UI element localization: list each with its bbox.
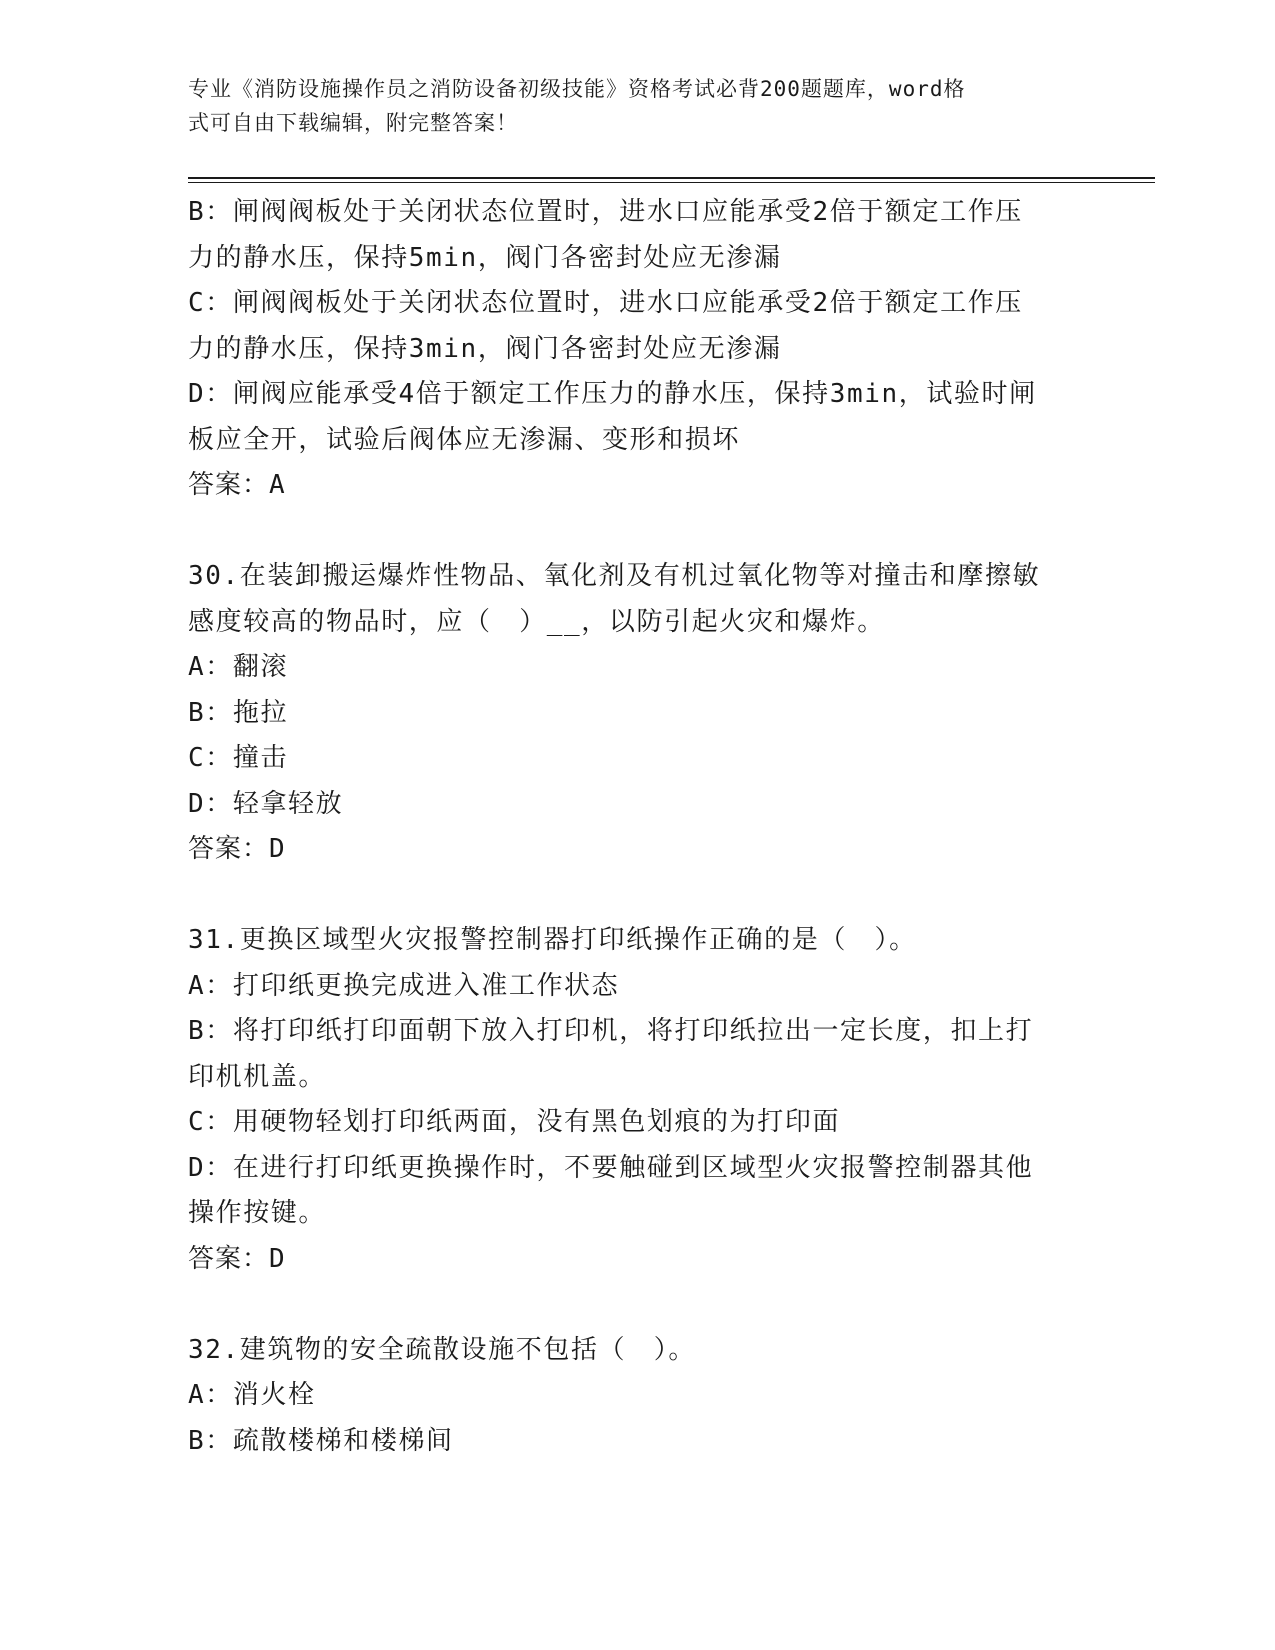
answer-label: 答案： (188, 834, 270, 864)
question-content (188, 190, 1088, 1464)
option-a: A：消火栓 (188, 1380, 316, 1410)
option-a: A：打印纸更换完成进入准工作状态 (188, 970, 620, 1001)
header-line-2: 式可自由下载编辑，附完整答案！ (188, 111, 518, 135)
answer-line (188, 827, 1088, 873)
question-32 (188, 1328, 1088, 1465)
answer-label: 答案： (188, 470, 270, 500)
option-d-line-1: D：在进行打印纸更换操作时，不要触碰到区域型火灾报警控制器其他 (188, 1152, 1034, 1183)
question-30 (188, 554, 1088, 873)
option-d-line-1: D：闸阀应能承受4倍于额定工作压力的静水压，保持3min，试验时闸 (188, 379, 1037, 409)
option-a: A：翻滚 (188, 652, 289, 682)
option-d-line-2: 操作按键。 (188, 1198, 327, 1228)
answer-line (188, 1237, 1088, 1283)
option-d: D：轻拿轻放 (188, 788, 344, 819)
question-stem-line-2: 感度较高的物品时，应（ ）__，以防引起火灾和爆炸。 (188, 606, 885, 637)
option-c-line-2: 力的静水压，保持3min，阀门各密封处应无渗漏 (188, 333, 782, 364)
answer-value: A (269, 470, 286, 500)
option-b: B：疏散楼梯和楼梯间 (188, 1425, 454, 1456)
question-31 (188, 918, 1088, 1282)
option-b: B：拖拉 (188, 697, 289, 728)
question-29 (188, 190, 1088, 509)
option-c-line-1: C：闸阀阀板处于关闭状态位置时，进水口应能承受2倍于额定工作压 (188, 288, 1023, 318)
question-stem: 32.建筑物的安全疏散设施不包括（ ）。 (188, 1334, 696, 1365)
option-b-line-1: B：闸阀阀板处于关闭状态位置时，进水口应能承受2倍于额定工作压 (188, 197, 1023, 227)
question-stem-line-1: 30.在装卸搬运爆炸性物品、氧化剂及有机过氧化物等对撞击和摩擦敏 (188, 561, 1041, 591)
option-b-line-2: 力的静水压，保持5min，阀门各密封处应无渗漏 (188, 242, 782, 273)
answer-value: D (269, 834, 286, 864)
answer-line (188, 463, 1088, 509)
spacer (188, 509, 1088, 555)
header-divider-thick (188, 177, 1155, 179)
header-divider-thin (188, 182, 1155, 183)
answer-value: D (269, 1243, 286, 1274)
header-line-1: 专业《消防设施操作员之消防设备初级技能》资格考试必背200题题库，word格 (188, 77, 966, 101)
document-header (188, 72, 1068, 140)
question-stem: 31.更换区域型火灾报警控制器打印纸操作正确的是（ ）。 (188, 925, 917, 955)
answer-label: 答案： (188, 1243, 270, 1274)
spacer (188, 873, 1088, 919)
option-c: C：撞击 (188, 743, 289, 773)
spacer (188, 1282, 1088, 1328)
option-d-line-2: 板应全开，试验后阀体应无渗漏、变形和损坏 (188, 424, 741, 455)
option-b-line-2: 印机机盖。 (188, 1061, 327, 1092)
option-b-line-1: B：将打印纸打印面朝下放入打印机，将打印纸拉出一定长度，扣上打 (188, 1016, 1034, 1046)
option-c: C：用硬物轻划打印纸两面，没有黑色划痕的为打印面 (188, 1107, 841, 1137)
